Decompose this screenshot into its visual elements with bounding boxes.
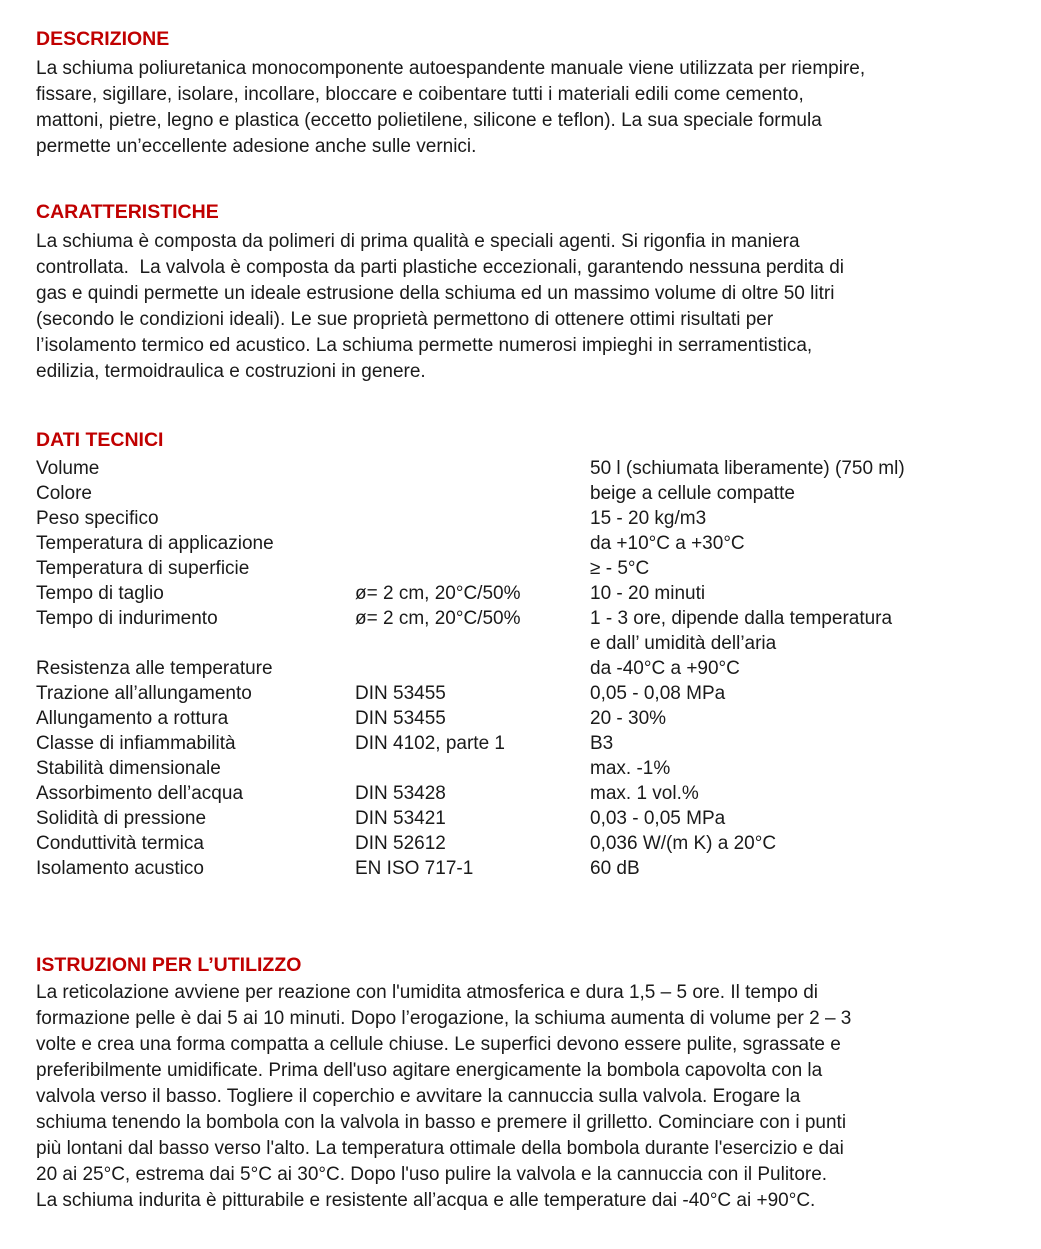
cell-label: Volume: [36, 458, 100, 479]
table-row: [36, 831, 1011, 856]
cell-label: Resistenza alle temperature: [36, 658, 273, 679]
table-row: [36, 456, 1011, 481]
text-line: schiuma tenendo la bombola con la valvola in basso e premere il grilletto. Cominciare con i punti: [36, 1112, 847, 1133]
text-line: edilizia, termoidraulica e costruzioni in genere.: [36, 361, 426, 382]
table-row: [36, 806, 1011, 831]
cell-standard: DIN 52612: [355, 833, 446, 854]
section-caratteristiche: [36, 199, 1011, 385]
table-row: [36, 656, 1011, 681]
section-heading-dati-tecnici: DATI TECNICI: [36, 429, 164, 451]
cell-value: 0,03 - 0,05 MPa: [590, 808, 726, 829]
cell-label: Colore: [36, 483, 92, 504]
text-line: preferibilmente umidificate. Prima dell'uso agitare energicamente la bombola capovolta con la: [36, 1060, 823, 1081]
cell-value: 15 - 20 kg/m3: [590, 508, 707, 529]
text-line: permette un’eccellente adesione anche sulle vernici.: [36, 136, 477, 157]
cell-standard: [355, 531, 590, 556]
table-row: [36, 556, 1011, 581]
text-line: gas e quindi permette un ideale estrusione della schiuma ed un massimo volume di oltre 50 litri: [36, 283, 835, 304]
cell-value: 1 - 3 ore, dipende dalla temperatura: [590, 608, 893, 629]
cell-standard: [355, 556, 590, 581]
cell-label: Temperatura di superficie: [36, 558, 250, 579]
cell-label: Isolamento acustico: [36, 858, 204, 879]
text-line: La schiuma è composta da polimeri di prima qualità e speciali agenti. Si rigonfia in maniera: [36, 231, 800, 252]
cell-label: Peso specifico: [36, 508, 159, 529]
text-line: volte e crea una forma compatta a cellule chiuse. Le superfici devono essere pulite, sgrassate e: [36, 1034, 841, 1055]
cell-value: ≥ - 5°C: [590, 558, 650, 579]
text-line: La schiuma poliuretanica monocomponente autoespandente manuale viene utilizzata per riempire,: [36, 58, 866, 79]
text-line: più lontani dal basso verso l'alto. La temperatura ottimale della bombola durante l'esercizio e dai: [36, 1138, 844, 1159]
cell-label: Stabilità dimensionale: [36, 758, 221, 779]
table-row: [36, 781, 1011, 806]
cell-standard: [355, 456, 590, 481]
cell-value: da -40°C a +90°C: [590, 658, 740, 679]
cell-value: da +10°C a +30°C: [590, 533, 745, 554]
text-line: controllata. La valvola è composta da parti plastiche eccezionali, garantendo nessuna perdita di: [36, 257, 845, 278]
cell-label: Conduttività termica: [36, 833, 204, 854]
table-row: [36, 606, 1011, 631]
section-istruzioni: [36, 952, 1011, 1214]
istruzioni-paragraph: [36, 980, 1011, 1214]
cell-standard: [355, 481, 590, 506]
table-row: [36, 631, 1011, 656]
cell-standard: [355, 631, 590, 656]
cell-label: Temperatura di applicazione: [36, 533, 274, 554]
cell-standard: [355, 506, 590, 531]
cell-label: Solidità di pressione: [36, 808, 207, 829]
section-dati-tecnici: [36, 427, 1011, 881]
cell-label: Trazione all’allungamento: [36, 683, 252, 704]
text-line: (secondo le condizioni ideali). Le sue proprietà permettono di ottenere ottimi risultati per: [36, 309, 774, 330]
cell-value: 20 - 30%: [590, 708, 667, 729]
table-row: [36, 756, 1011, 781]
cell-value: beige a cellule compatte: [590, 483, 795, 504]
cell-standard: DIN 4102, parte 1: [355, 733, 505, 754]
table-row: [36, 531, 1011, 556]
section-heading-caratteristiche: CARATTERISTICHE: [36, 201, 219, 223]
cell-label: Classe di infiammabilità: [36, 733, 236, 754]
cell-standard: EN ISO 717-1: [355, 858, 474, 879]
cell-value: 10 - 20 minuti: [590, 583, 706, 604]
descrizione-paragraph: [36, 56, 1011, 160]
text-line: La reticolazione avviene per reazione con l'umidita atmosferica e dura 1,5 – 5 ore. Il tempo di: [36, 982, 819, 1003]
text-line: fissare, sigillare, isolare, incollare, bloccare e coibentare tutti i materiali edili come cemento,: [36, 84, 804, 105]
technical-data-table: [36, 456, 1011, 881]
table-row: [36, 706, 1011, 731]
section-heading-istruzioni: ISTRUZIONI PER L’UTILIZZO: [36, 954, 302, 976]
cell-standard: [355, 756, 590, 781]
table-row: [36, 481, 1011, 506]
cell-label: Tempo di indurimento: [36, 608, 218, 629]
cell-label: Tempo di taglio: [36, 583, 164, 604]
section-descrizione: [36, 26, 1011, 160]
cell-value: 0,05 - 0,08 MPa: [590, 683, 726, 704]
cell-value: max. -1%: [590, 758, 671, 779]
cell-label: [36, 631, 355, 656]
cell-value: B3: [590, 733, 614, 754]
cell-standard: ø= 2 cm, 20°C/50%: [355, 583, 521, 604]
text-line: La schiuma indurita è pitturabile e resistente all’acqua e alle temperature dai -40°C ai +90°C.: [36, 1190, 816, 1211]
cell-value: 50 l (schiumata liberamente) (750 ml): [590, 458, 905, 479]
cell-standard: [355, 656, 590, 681]
cell-value: e dall’ umidità dell’aria: [590, 633, 777, 654]
cell-label: Assorbimento dell’acqua: [36, 783, 244, 804]
text-line: valvola verso il basso. Togliere il coperchio e avvitare la cannuccia sulla valvola. Erogare la: [36, 1086, 801, 1107]
cell-label: Allungamento a rottura: [36, 708, 229, 729]
table-row: [36, 731, 1011, 756]
section-heading-descrizione: DESCRIZIONE: [36, 28, 170, 50]
cell-value: 0,036 W/(m K) a 20°C: [590, 833, 777, 854]
table-row: [36, 681, 1011, 706]
text-line: 20 ai 25°C, estrema dai 5°C ai 30°C. Dopo l'uso pulire la valvola e la cannuccia con il Pulitore.: [36, 1164, 828, 1185]
cell-standard: DIN 53421: [355, 808, 446, 829]
text-line: l’isolamento termico ed acustico. La schiuma permette numerosi impieghi in serramentistica,: [36, 335, 813, 356]
text-line: mattoni, pietre, legno e plastica (eccetto polietilene, silicone e teflon). La sua speciale formula: [36, 110, 822, 131]
cell-standard: DIN 53455: [355, 708, 446, 729]
cell-value: max. 1 vol.%: [590, 783, 699, 804]
caratteristiche-paragraph: [36, 229, 1011, 385]
table-row: [36, 506, 1011, 531]
cell-standard: ø= 2 cm, 20°C/50%: [355, 608, 521, 629]
cell-standard: DIN 53428: [355, 783, 446, 804]
text-line: formazione pelle è dai 5 ai 10 minuti. Dopo l’erogazione, la schiuma aumenta di volume per 2 – 3: [36, 1008, 852, 1029]
cell-value: 60 dB: [590, 858, 640, 879]
cell-standard: DIN 53455: [355, 683, 446, 704]
table-row: [36, 581, 1011, 606]
table-row: [36, 856, 1011, 881]
